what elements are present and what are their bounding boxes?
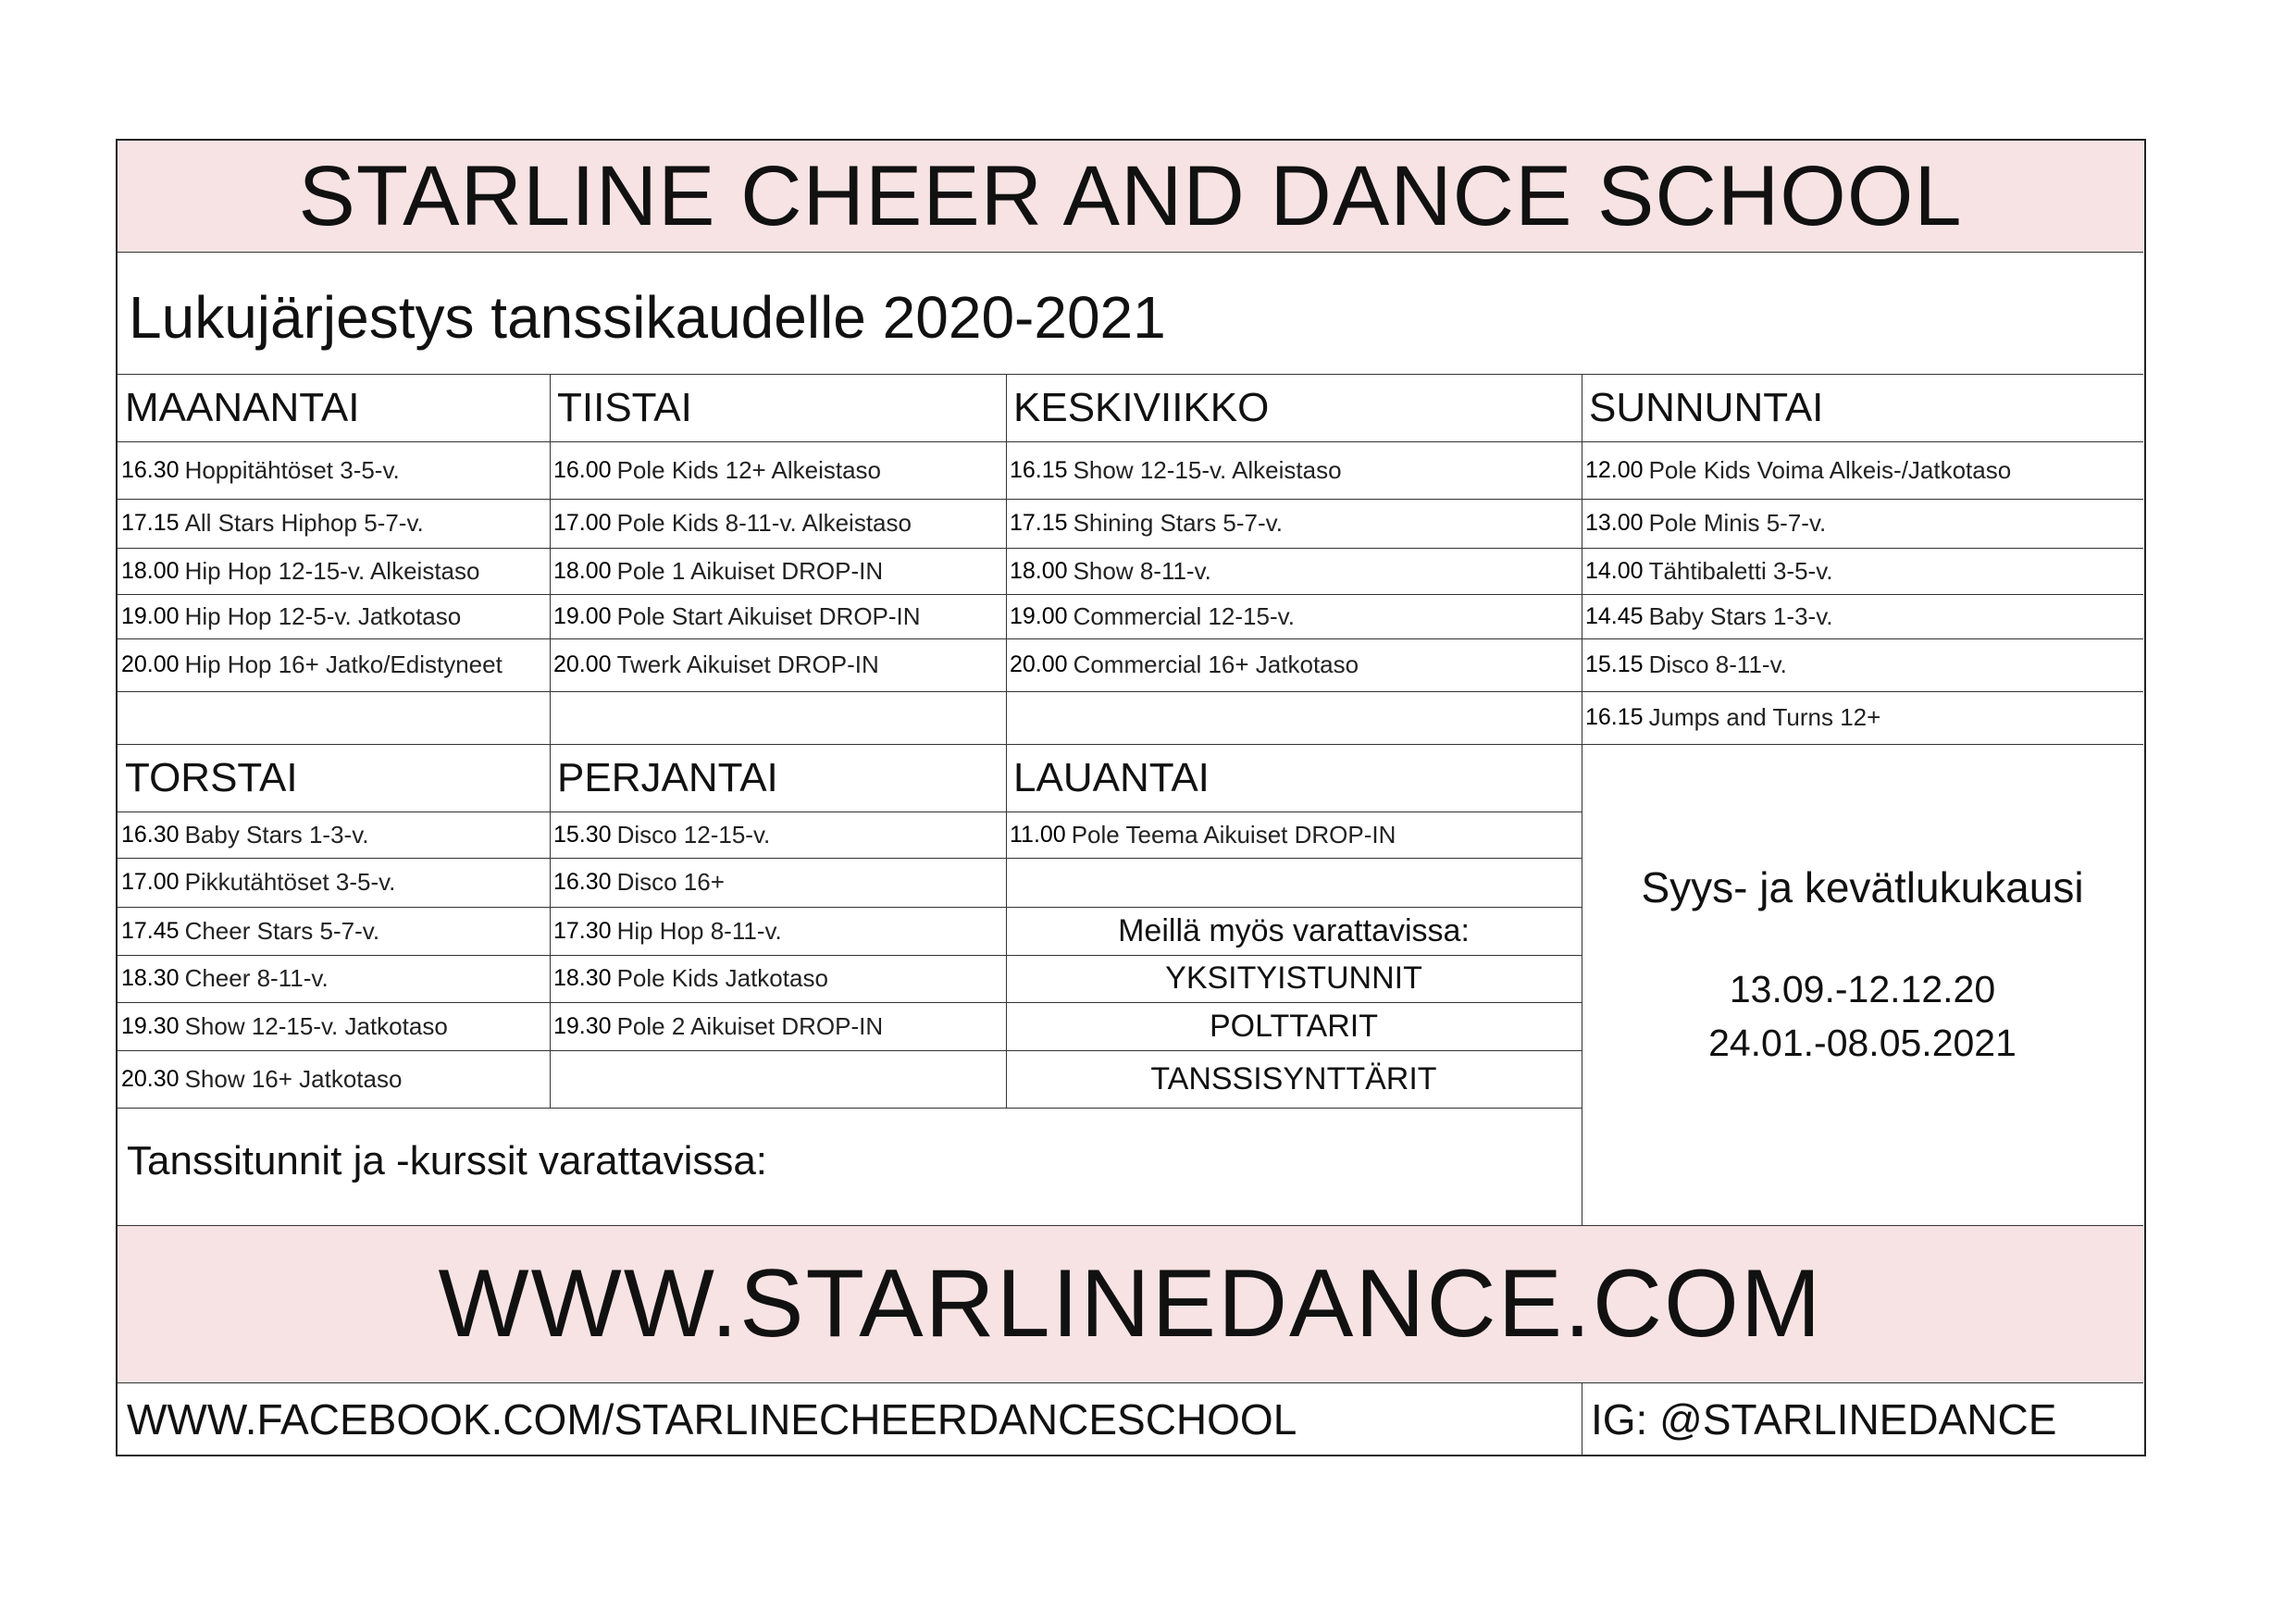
- class-name: Jumps and Turns 12+: [1648, 703, 1881, 731]
- class-slot: [118, 1050, 550, 1108]
- class-slot: [1582, 441, 2143, 499]
- class-time: 17.45: [121, 917, 180, 944]
- class-slot: [550, 441, 1006, 499]
- day-header-keskiviikko: KESKIVIIKKO: [1013, 384, 1270, 430]
- class-slot: [1006, 638, 1582, 691]
- booking-text: Tanssitunnit ja -kurssit varattavissa:: [127, 1138, 768, 1183]
- extras-item-private-lessons: YKSITYISTUNNIT: [1165, 960, 1422, 996]
- class-name: Pikkutähtöset 3-5-v.: [184, 868, 396, 896]
- class-slot: [1006, 594, 1582, 638]
- class-time: 14.00: [1585, 557, 1644, 584]
- class-time: 20.30: [121, 1065, 180, 1092]
- class-time: 20.00: [1010, 651, 1068, 677]
- facebook-link[interactable]: WWW.FACEBOOK.COM/STARLINECHEERDANCESCHOOL: [127, 1395, 1297, 1443]
- class-time: 15.15: [1585, 651, 1644, 677]
- class-slot: [1582, 548, 2143, 594]
- class-name: Pole Kids 12+ Alkeistaso: [616, 455, 882, 484]
- class-name: Hip Hop 16+ Jatko/Edistyneet: [184, 650, 503, 678]
- class-slot: [118, 955, 550, 1002]
- class-name: Disco 16+: [616, 868, 725, 896]
- day-header-lauantai: LAUANTAI: [1013, 754, 1210, 800]
- class-name: Baby Stars 1-3-v.: [184, 820, 369, 849]
- class-name: Show 12-15-v. Alkeistaso: [1073, 455, 1342, 484]
- class-name: Hip Hop 8-11-v.: [616, 916, 782, 945]
- class-slot: [118, 441, 550, 499]
- class-time: 20.00: [553, 651, 612, 677]
- class-slot: [118, 907, 550, 955]
- class-slot: [1006, 812, 1582, 858]
- class-time: 18.30: [121, 965, 180, 991]
- class-slot: [1582, 594, 2143, 638]
- class-slot: [118, 594, 550, 638]
- class-slot: [1582, 691, 2143, 744]
- class-slot: [1582, 638, 2143, 691]
- class-time: 16.15: [1010, 456, 1068, 483]
- class-slot: [550, 812, 1006, 858]
- class-time: 18.00: [553, 557, 612, 584]
- class-time: 17.00: [553, 510, 612, 536]
- class-slot: [550, 1002, 1006, 1050]
- class-name: Tähtibaletti 3-5-v.: [1648, 556, 1833, 585]
- class-slot: [550, 858, 1006, 907]
- class-slot: [550, 638, 1006, 691]
- class-time: 18.00: [121, 557, 180, 584]
- class-time: 17.15: [121, 510, 180, 536]
- page-title: STARLINE CHEER AND DANCE SCHOOL: [298, 148, 1963, 243]
- class-name: Hoppitähtöset 3-5-v.: [184, 455, 400, 484]
- class-time: 15.30: [553, 821, 612, 848]
- day-header-perjantai: PERJANTAI: [557, 754, 778, 800]
- class-name: Twerk Aikuiset DROP-IN: [616, 650, 879, 678]
- class-time: 12.00: [1585, 456, 1644, 483]
- class-slot: [550, 955, 1006, 1002]
- class-time: 19.30: [553, 1012, 612, 1039]
- class-time: 19.30: [121, 1012, 180, 1039]
- class-name: Hip Hop 12-5-v. Jatkotaso: [184, 601, 462, 630]
- day-header-torstai: TORSTAI: [125, 754, 298, 800]
- class-time: 19.00: [121, 602, 180, 629]
- class-time: 19.00: [553, 602, 612, 629]
- class-name: Disco 12-15-v.: [616, 820, 771, 849]
- class-name: Pole Minis 5-7-v.: [1648, 509, 1827, 537]
- class-time: 13.00: [1585, 510, 1644, 536]
- class-time: 18.30: [553, 965, 612, 991]
- extras-item-dance-party: TANSSISYNTTÄRIT: [1150, 1060, 1437, 1096]
- class-time: 16.30: [121, 821, 180, 848]
- class-time: 17.15: [1010, 510, 1068, 536]
- class-slot: [118, 1002, 550, 1050]
- class-slot: [1006, 548, 1582, 594]
- class-name: Pole Kids Jatkotaso: [616, 964, 828, 992]
- class-time: 20.00: [121, 651, 180, 677]
- class-time: 19.00: [1010, 602, 1068, 629]
- class-name: Cheer 8-11-v.: [184, 964, 329, 992]
- class-time: 11.00: [1010, 821, 1066, 848]
- class-slot: [1006, 499, 1582, 548]
- website-link[interactable]: WWW.STARLINEDANCE.COM: [438, 1249, 1823, 1357]
- instagram-handle[interactable]: IG: @STARLINEDANCE: [1591, 1395, 2057, 1443]
- class-slot: [118, 548, 550, 594]
- class-time: 17.00: [121, 869, 180, 895]
- extras-heading: Meillä myös varattavissa:: [1118, 912, 1470, 948]
- class-name: Pole Start Aikuiset DROP-IN: [616, 601, 921, 630]
- class-name: Pole Kids 8-11-v. Alkeistaso: [616, 509, 912, 537]
- class-name: Pole 2 Aikuiset DROP-IN: [616, 1011, 884, 1040]
- class-slot: [118, 638, 550, 691]
- extras-item-bachelorette: POLTTARIT: [1210, 1008, 1378, 1044]
- class-time: 16.30: [553, 869, 612, 895]
- class-time: 16.00: [553, 456, 612, 483]
- class-name: Show 16+ Jatkotaso: [184, 1064, 403, 1093]
- class-name: Pole 1 Aikuiset DROP-IN: [616, 556, 884, 585]
- season-fall-dates: 13.09.-12.12.20: [1729, 968, 1996, 1010]
- class-slot: [1006, 441, 1582, 499]
- day-header-sunnuntai: SUNNUNTAI: [1589, 384, 1824, 430]
- class-name: All Stars Hiphop 5-7-v.: [184, 509, 424, 537]
- class-slot: [1582, 499, 2143, 548]
- season-spring-dates: 24.01.-08.05.2021: [1708, 1022, 2017, 1064]
- class-name: Disco 8-11-v.: [1648, 650, 1787, 678]
- class-name: Hip Hop 12-15-v. Alkeistaso: [184, 556, 480, 585]
- class-time: 16.15: [1585, 704, 1644, 730]
- class-slot: [550, 907, 1006, 955]
- class-slot: [550, 548, 1006, 594]
- class-time: 16.30: [121, 456, 180, 483]
- class-name: Commercial 16+ Jatkotaso: [1073, 650, 1359, 678]
- class-name: Show 12-15-v. Jatkotaso: [184, 1011, 448, 1040]
- class-name: Shining Stars 5-7-v.: [1073, 509, 1283, 537]
- class-name: Cheer Stars 5-7-v.: [184, 916, 380, 945]
- class-slot: [118, 499, 550, 548]
- season-title: Syys- ja kevätlukukausi: [1641, 863, 2084, 911]
- class-time: 14.45: [1585, 602, 1644, 629]
- class-slot: [550, 499, 1006, 548]
- class-time: 17.30: [553, 917, 612, 944]
- class-name: Show 8-11-v.: [1073, 556, 1211, 585]
- class-name: Pole Kids Voima Alkeis-/Jatkotaso: [1648, 455, 2012, 484]
- class-slot: [118, 858, 550, 907]
- class-time: 18.00: [1010, 557, 1068, 584]
- day-header-tiistai: TIISTAI: [557, 384, 692, 430]
- day-header-maanantai: MAANANTAI: [125, 384, 360, 430]
- class-name: Commercial 12-15-v.: [1073, 601, 1295, 630]
- class-slot: [550, 594, 1006, 638]
- season-info: [1582, 862, 2143, 1070]
- timetable-frame: [116, 139, 2146, 1456]
- schedule-subtitle: Lukujärjestys tanssikaudelle 2020-2021: [129, 283, 1166, 351]
- class-slot: [118, 812, 550, 858]
- class-name: Pole Teema Aikuiset DROP-IN: [1071, 820, 1396, 849]
- class-name: Baby Stars 1-3-v.: [1648, 601, 1833, 630]
